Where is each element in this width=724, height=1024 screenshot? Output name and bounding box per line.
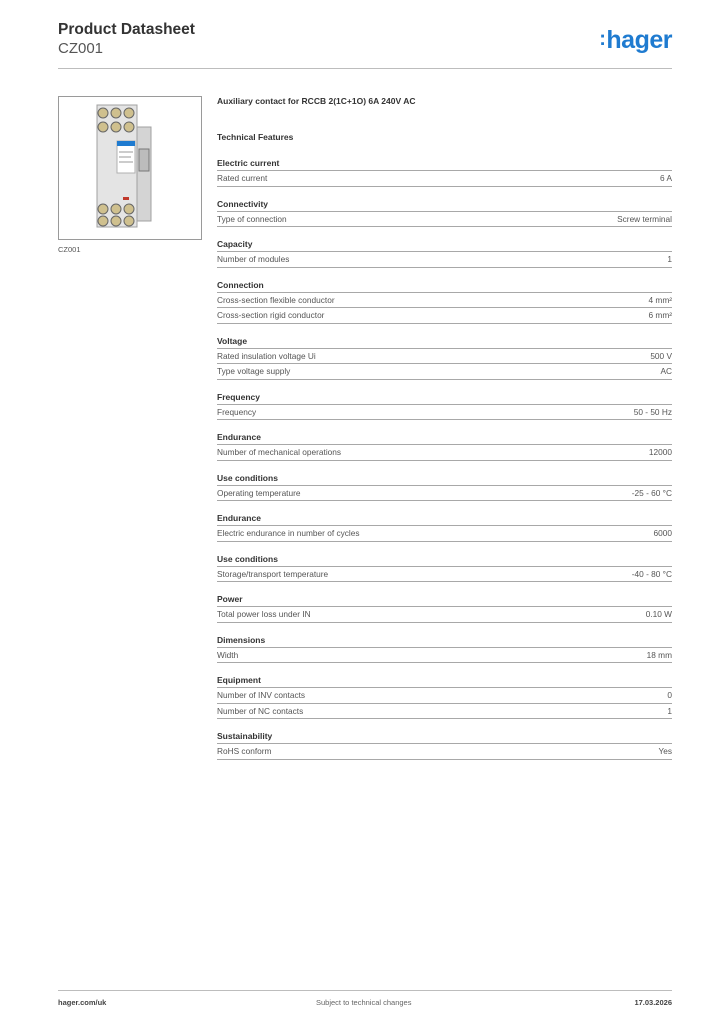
group-spacer (217, 420, 672, 427)
spec-value: 50 - 50 Hz (633, 406, 672, 417)
datasheet-content (217, 95, 672, 767)
spec-row (217, 348, 672, 364)
spec-value: 0.10 W (645, 609, 672, 620)
spec-label: Rated current (217, 173, 268, 184)
feature-group (217, 726, 672, 767)
spec-value: 4 mm² (648, 294, 672, 305)
spec-label: Type voltage supply (217, 366, 291, 377)
spec-label: Type of connection (217, 213, 287, 224)
technical-features-title: Technical Features (217, 132, 294, 142)
spec-label: Rated insulation voltage Ui (217, 350, 316, 361)
spec-value: 6000 (653, 528, 672, 539)
group-title: Endurance (217, 432, 261, 442)
group-spacer (217, 663, 672, 670)
group-title: Electric current (217, 158, 280, 168)
spec-value: 1 (667, 705, 672, 716)
feature-group (217, 275, 672, 331)
feature-group (217, 630, 672, 671)
spec-label: Operating temperature (217, 487, 301, 498)
spec-label: Electric endurance in number of cycles (217, 528, 360, 539)
header-divider (58, 68, 672, 69)
spec-row (217, 292, 672, 308)
product-description: Auxiliary contact for RCCB 2(1C+1O) 6A 240V AC (217, 96, 416, 106)
spec-row (217, 606, 672, 623)
spec-value: 500 V (650, 350, 672, 361)
group-rows (217, 170, 672, 187)
group-rows (217, 292, 672, 324)
spec-row (217, 363, 672, 380)
spec-label: Number of INV contacts (217, 690, 306, 701)
group-rows (217, 404, 672, 421)
spec-value: AC (660, 366, 672, 377)
spec-label: Total power loss under IN (217, 609, 311, 620)
feature-group (217, 427, 672, 468)
feature-group (217, 508, 672, 549)
spec-value: -25 - 60 °C (631, 487, 672, 498)
spec-row (217, 485, 672, 502)
group-title: Voltage (217, 335, 248, 346)
product-image (58, 96, 202, 240)
spec-value: 6 A (660, 173, 672, 184)
spec-row (217, 703, 672, 720)
group-title: Connection (217, 279, 264, 290)
spec-row (217, 404, 672, 421)
spec-value: Screw terminal (617, 213, 672, 224)
feature-group (217, 194, 672, 235)
group-title: Power (217, 594, 243, 604)
spec-row (217, 743, 672, 760)
footer-notice: Subject to technical changes (316, 998, 412, 1007)
feature-group (217, 153, 672, 194)
spec-value: 18 mm (646, 649, 672, 660)
group-spacer (217, 461, 672, 468)
spec-row (217, 444, 672, 461)
spec-value: 1 (667, 254, 672, 265)
footer-divider (58, 990, 672, 991)
spec-label: RoHS conform (217, 746, 272, 757)
spec-label: Number of NC contacts (217, 705, 304, 716)
group-spacer (217, 380, 672, 387)
group-spacer (217, 719, 672, 726)
feature-group (217, 331, 672, 387)
spec-label: Cross-section rigid conductor (217, 310, 325, 321)
group-rows (217, 485, 672, 502)
feature-group (217, 670, 672, 726)
spec-label: Storage/transport temperature (217, 568, 329, 579)
feature-group (217, 234, 672, 275)
group-rows (217, 743, 672, 760)
feature-group (217, 549, 672, 590)
feature-group (217, 468, 672, 509)
group-rows (217, 647, 672, 664)
product-code: CZ001 (58, 40, 104, 57)
group-spacer (217, 187, 672, 194)
spec-row (217, 307, 672, 324)
group-rows (217, 606, 672, 623)
spec-label: Number of modules (217, 254, 290, 265)
spec-row (217, 170, 672, 187)
footer-website: hager.com/uk (58, 998, 107, 1007)
group-title: Endurance (217, 513, 261, 523)
spec-value: 6 mm² (648, 310, 672, 321)
document-title: Product Datasheet (58, 21, 195, 38)
product-illustration (59, 97, 201, 239)
group-title: Use conditions (217, 553, 278, 564)
feature-group (217, 589, 672, 630)
group-title: Frequency (217, 391, 260, 402)
hager-logo: :hager (599, 26, 672, 54)
footer-date: 17.03.2026 (634, 998, 672, 1007)
group-spacer (217, 227, 672, 234)
group-spacer (217, 324, 672, 331)
product-image-caption: CZ001 (58, 245, 81, 254)
group-title: Capacity (217, 239, 253, 249)
feature-groups (217, 153, 672, 767)
group-spacer (217, 623, 672, 630)
spec-label: Frequency (217, 406, 257, 417)
group-rows (217, 251, 672, 268)
spec-row (217, 525, 672, 542)
spec-row (217, 687, 672, 703)
spec-value: 12000 (648, 447, 672, 458)
group-spacer (217, 542, 672, 549)
group-rows (217, 566, 672, 583)
group-title: Sustainability (217, 731, 273, 741)
group-rows (217, 211, 672, 228)
feature-group (217, 387, 672, 428)
group-spacer (217, 582, 672, 589)
spec-label: Width (217, 649, 239, 660)
spec-value: -40 - 80 °C (631, 568, 672, 579)
spec-row (217, 211, 672, 228)
group-spacer (217, 760, 672, 767)
group-title: Equipment (217, 675, 261, 685)
group-title: Dimensions (217, 634, 266, 645)
spec-row (217, 251, 672, 268)
spec-value: 0 (667, 690, 672, 701)
group-rows (217, 687, 672, 719)
spec-label: Cross-section flexible conductor (217, 294, 335, 305)
spec-value: Yes (658, 746, 672, 757)
group-title: Use conditions (217, 472, 278, 483)
page-header (58, 21, 672, 69)
group-rows (217, 444, 672, 461)
spec-row (217, 647, 672, 664)
group-spacer (217, 268, 672, 275)
group-rows (217, 525, 672, 542)
group-spacer (217, 501, 672, 508)
spec-label: Number of mechanical operations (217, 447, 342, 458)
group-rows (217, 348, 672, 380)
group-title: Connectivity (217, 198, 269, 209)
spec-row (217, 566, 672, 583)
